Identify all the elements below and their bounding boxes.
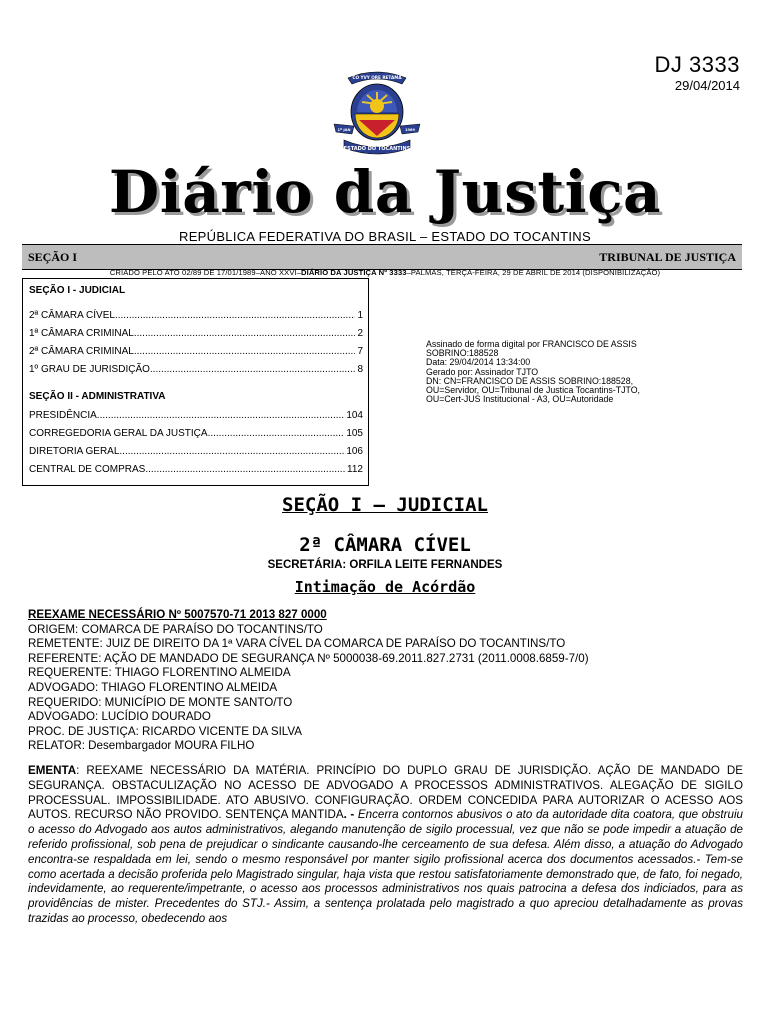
- toc-item[interactable]: 1º GRAU DE JURISDIÇÃO ..... 8: [29, 364, 363, 375]
- toc-item[interactable]: 1ª CÂMARA CRIMINAL ..... 2: [29, 328, 363, 339]
- toc-item[interactable]: 2ª CÂMARA CÍVEL ..... 1: [29, 310, 363, 321]
- tribunal-label: TRIBUNAL DE JUSTIÇA: [599, 250, 736, 264]
- creation-suffix: –PALMAS, TERÇA-FEIRA, 29 DE ABRIL DE 2014 (DISPONIBILIZAÇÃO): [406, 268, 661, 277]
- ementa-paragraph: [28, 764, 743, 927]
- case-title: REEXAME NECESSÁRIO Nº 5007570-71 2013 827 0000: [28, 608, 327, 621]
- case-line: REQUERIDO: MUNICÍPIO DE MONTE SANTO/TO: [28, 695, 293, 709]
- svg-text:CO YVY ORE RETAMA: CO YVY ORE RETAMA: [352, 75, 402, 80]
- creation-bold: DIÁRIO DA JUSTIÇA Nº 3333: [301, 268, 407, 277]
- digital-signature: Assinado de forma digital por FRANCISCO DE ASSIS SOBRINO:188528 Data: 29/04/2014 13:34:00 Gerado por: Assinador TJTO DN: CN=FRANCISCO DE ASSIS SOBRINO:188528, OU=Servidor, OU=Tribunal de Justica Tocantins-TJTO, OU=Cert-JUS Institucional - A3, OU=Autoridade: [426, 339, 640, 405]
- case-line: REFERENTE: AÇÃO DE MANDADO DE SEGURANÇA Nº 5000038-69.2011.827.2731 (2011.0008.6859-7/0): [28, 651, 589, 665]
- masthead-title: Diário da Justiça: [108, 158, 662, 226]
- case-line: ADVOGADO: THIAGO FLORENTINO ALMEIDA: [28, 680, 278, 694]
- toc-item[interactable]: 2ª CÂMARA CRIMINAL ..... 7: [29, 346, 363, 357]
- secretary-line: SECRETÁRIA: ORFILA LEITE FERNANDES: [267, 559, 503, 571]
- case-line: REMETENTE: JUIZ DE DIREITO DA 1ª VARA CÍVEL DA COMARCA DE PARAÍSO DO TOCANTINS/TO: [28, 637, 566, 651]
- svg-text:1989: 1989: [404, 128, 416, 132]
- section-bar: [22, 244, 742, 270]
- toc-judicial-heading: SEÇÃO I - JUDICIAL: [29, 285, 126, 296]
- case-line: REQUERENTE: THIAGO FLORENTINO ALMEIDA: [28, 666, 291, 680]
- toc-item[interactable]: DIRETORIA GERAL ..... 106: [29, 446, 363, 457]
- toc-item[interactable]: CENTRAL DE COMPRAS ..... 112: [29, 464, 363, 475]
- edition-number: DJ 3333: [654, 52, 740, 77]
- creation-prefix: CRIADO PELO ATO 02/89 DE 17/01/1989–ANO XXVI–: [109, 268, 302, 277]
- case-line: PROC. DE JUSTIÇA: RICARDO VICENTE DA SILVA: [28, 724, 303, 738]
- edition-date: 29/04/2014: [674, 78, 740, 93]
- table-of-contents: [22, 278, 369, 486]
- toc-admin-heading: SEÇÃO II - ADMINISTRATIVA: [29, 391, 166, 402]
- ementa-text: Encerra contornos abusivos o ato da autoridade dita coatora, que obstruiu o acesso do Advogado aos autos administrativos, alegando manutenção de sigilo processual, vez que não se pode impedir a atuação de referido profissional, sob pena de prejudicar o sindicante causando-lhe cerceamento de sua defesa. Além disso, a atuação do Advogado encontra-se respaldada em lei, sendo o mesmo responsável por manter sigilo profissional acerca dos documentos acessados.- Tem-se como acertada a decisão proferida pelo Magistrado singular, haja vista que restou satisfatoriamente demonstrado que, de fato, foi negado, indevidamente, ao requerente/impetrante, o acesso aos processos administrativos nos quais patrocina a defesa dos indiciados, para as providências de mister. Precedentes do STJ.- Assim, a sentença prolatada pelo magistrado a quo apreciou detalhadamente as provas trazidas ao processo, obedecendo aos: [28, 808, 743, 925]
- intimation-heading: Intimação de Acórdão: [294, 578, 476, 596]
- toc-item[interactable]: PRESIDÊNCIA ..... 104: [29, 410, 363, 421]
- case-line: ORIGEM: COMARCA DE PARAÍSO DO TOCANTINS/TO: [28, 622, 323, 636]
- svg-text:1º JAN: 1º JAN: [337, 128, 351, 132]
- svg-text:ESTADO DO TOCANTINS: ESTADO DO TOCANTINS: [343, 146, 411, 152]
- creation-line: [0, 268, 770, 277]
- coat-of-arms-emblem: [326, 64, 428, 156]
- case-line: ADVOGADO: LUCÍDIO DOURADO: [28, 710, 211, 724]
- section-label: SEÇÃO I: [28, 250, 78, 264]
- ementa-label: EMENTA: [28, 764, 77, 777]
- case-details: [28, 608, 743, 754]
- ementa-separator: . -: [343, 808, 355, 822]
- section-title: SEÇÃO I – JUDICIAL: [282, 494, 488, 516]
- chamber-title: 2ª CÂMARA CÍVEL: [299, 534, 471, 556]
- ementa-summary: : REEXAME NECESSÁRIO DA MATÉRIA. PRINCÍPIO DO DUPLO GRAU DE JURISDIÇÃO. AÇÃO DE MANDADO DE SEGURANÇA. OBSTACULIZAÇÃO NO ACESSO DE ADVOGADO A PROCESSOS ADMINISTRATIVOS. ALEGAÇÃO DE SIGILO PROCESSUAL. IMPOSSIBILIDADE. ATO ABUSIVO. CONFIGURAÇÃO. ORDEM CONCEDIDA PARA AUTORIZAR O ACESSO AOS AUTOS. RECURSO NÃO PROVIDO. SENTENÇA MANTIDA: [28, 764, 743, 822]
- case-line: RELATOR: Desembargador MOURA FILHO: [28, 739, 255, 753]
- toc-item[interactable]: CORREGEDORIA GERAL DA JUSTIÇA ..... 105: [29, 428, 363, 439]
- republica-subtitle: REPÚBLICA FEDERATIVA DO BRASIL – ESTADO DO TOCANTINS: [179, 229, 591, 244]
